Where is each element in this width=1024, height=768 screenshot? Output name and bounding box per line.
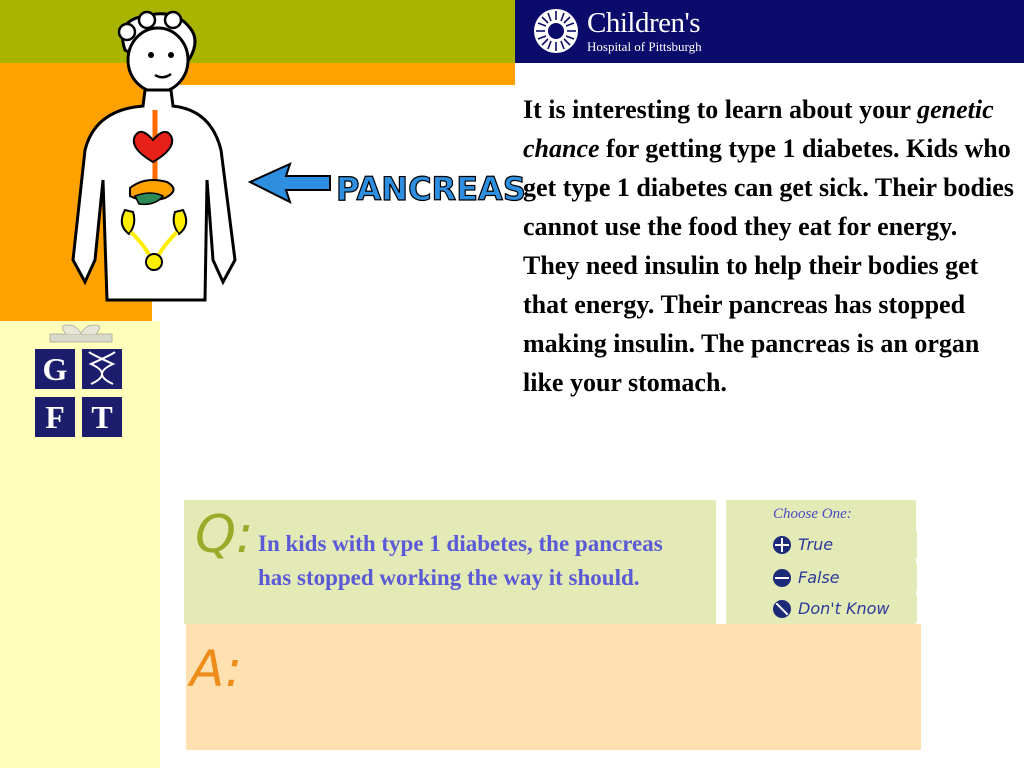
choice-false-button[interactable]: [726, 564, 921, 591]
question-text: In kids with type 1 diabetes, the pancreas has stopped working the way it should.: [258, 531, 663, 590]
gift-bow-icon: [46, 322, 116, 344]
dna-helix-icon: [82, 349, 122, 389]
pancreas-label-text: PANCREAS: [336, 170, 526, 208]
question-letter: Q:: [195, 505, 254, 565]
gft-cell-g: G: [35, 349, 75, 389]
childrens-hospital-logo[interactable]: [533, 6, 702, 56]
choice-dont-know-button[interactable]: [726, 595, 921, 622]
plus-circle-icon: [772, 535, 792, 555]
gft-cell-f: F: [35, 397, 75, 437]
logo-title: Children's: [587, 7, 700, 39]
intro-paragraph: [523, 90, 1018, 402]
choice-true-label: True: [798, 535, 834, 554]
body-figure-illustration: [55, 10, 245, 310]
intro-text-part1: It is interesting to learn about your: [523, 95, 918, 124]
choice-true-button[interactable]: [726, 531, 921, 558]
answer-letter: A:: [190, 640, 242, 698]
gft-logo: [30, 322, 130, 442]
pancreas-label-arrow: [250, 150, 526, 230]
minus-circle-icon: [772, 568, 792, 588]
slash-circle-icon: [772, 599, 792, 619]
intro-text-part2: for getting type 1 diabetes. Kids who get type 1 diabetes can get sick. Their bodies cannot use the food they eat for energy. They need insulin to help their bodies get that energy. Their pancreas has stopped making insulin. The pancreas is an organ like your stomach.: [523, 134, 1014, 397]
choice-dont-know-label: Don't Know: [798, 599, 890, 618]
logo-subtitle: Hospital of Pittsburgh: [587, 39, 702, 54]
intro-emphasis: genetic chance: [523, 95, 994, 163]
sunburst-logo-icon: [533, 8, 579, 54]
choose-one-label: Choose One:: [773, 506, 852, 522]
header-white-strip: [515, 63, 1024, 85]
choice-false-label: False: [798, 568, 840, 587]
gft-cell-t: T: [82, 397, 122, 437]
answer-panel: [186, 624, 921, 750]
